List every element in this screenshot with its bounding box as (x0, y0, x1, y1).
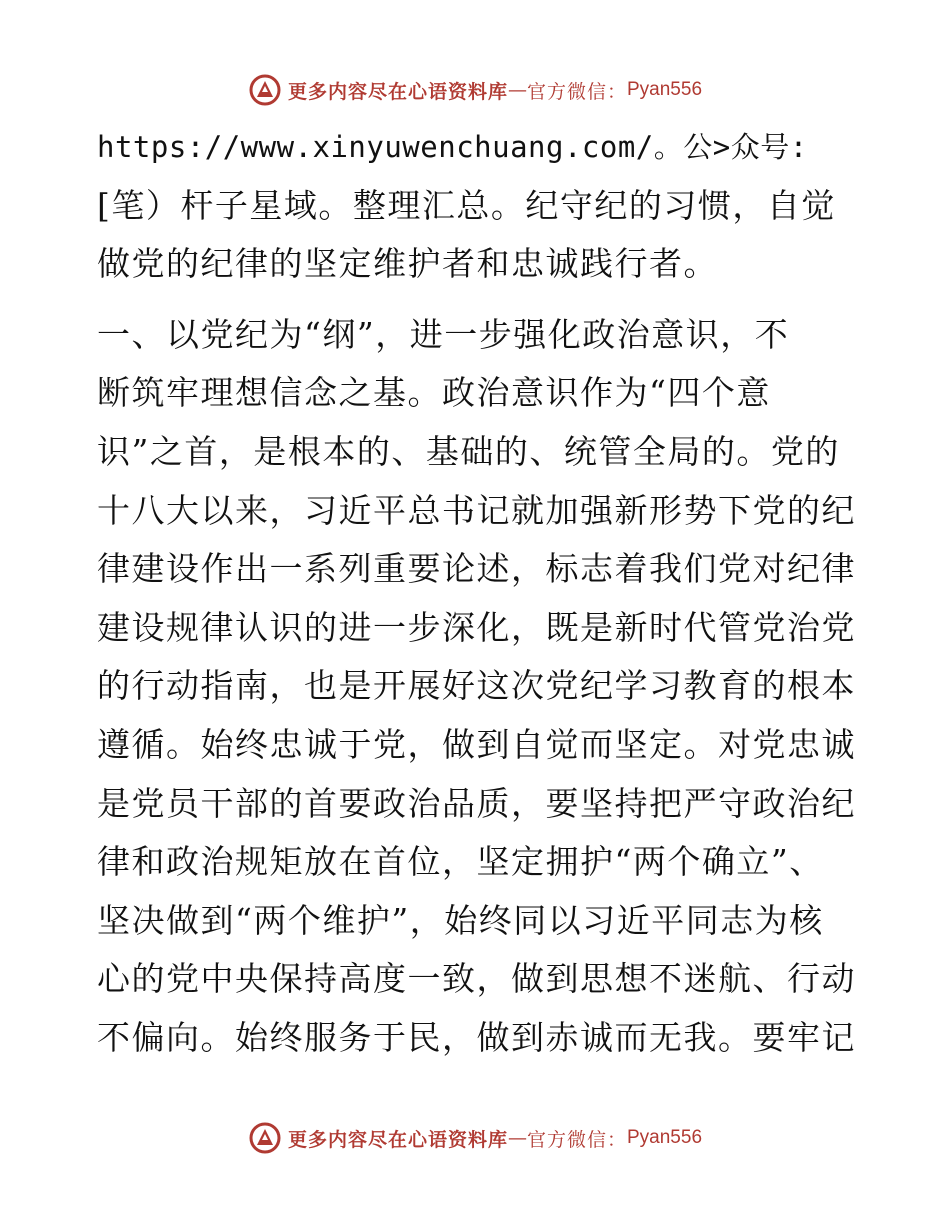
header-slogan: 更多内容尽在心语资料库 (287, 80, 508, 103)
header-banner (0, 70, 950, 110)
document-body (97, 118, 857, 1068)
text-line: 律和政治规矩放在首位，坚定拥护“两个确立”、 (97, 842, 824, 882)
footer-official-label: 官方微信： (526, 1128, 627, 1151)
text-line: https://www.xinyuwenchuang.com/。公>众号: (97, 130, 808, 164)
text-line: 十八大以来，习近平总书记就加强新形势下党的纪 (97, 490, 856, 530)
header-dash: — (507, 79, 527, 101)
header-official-label: 官方微信： (526, 80, 627, 103)
text-line: 遵循。始终忠诚于党，做到自觉而坚定。对党忠诚 (97, 724, 856, 764)
text-line: 坚决做到“两个维护”，始终同以习近平同志为核 (97, 900, 824, 940)
paragraph-gap (97, 294, 857, 306)
brand-logo-icon (248, 73, 282, 107)
header-wechat-id: Pyan556 (627, 79, 703, 100)
text-line: 断筑牢理想信念之基。政治意识作为“四个意 (97, 373, 771, 413)
footer-wechat-id: Pyan556 (627, 1127, 703, 1148)
footer-banner (0, 1118, 950, 1158)
brand-logo-icon (248, 1121, 282, 1155)
text-line: [笔）杆子星域。整理汇总。纪守纪的习惯，自觉 (97, 185, 836, 225)
text-line: 建设规律认识的进一步深化，既是新时代管党治党 (97, 607, 856, 647)
text-line: 识”之首，是根本的、基础的、统管全局的。党的 (97, 431, 840, 471)
text-line: 是党员干部的首要政治品质，要坚持把严守政治纪 (97, 783, 856, 823)
text-line: 做党的纪律的坚定维护者和忠诚践行者。 (97, 244, 718, 284)
text-line: 心的党中央保持高度一致，做到思想不迷航、行动 (97, 959, 856, 999)
text-line: 不偏向。始终服务于民，做到赤诚而无我。要牢记 (97, 1017, 856, 1057)
footer-slogan: 更多内容尽在心语资料库 (287, 1128, 508, 1151)
footer-dash: — (507, 1127, 527, 1149)
text-line: 的行动指南，也是开展好这次党纪学习教育的根本 (97, 666, 856, 706)
text-line: 一、以党纪为“纲”，进一步强化政治意识，不 (97, 314, 790, 354)
text-line: 律建设作出一系列重要论述，标志着我们党对纪律 (97, 549, 856, 589)
